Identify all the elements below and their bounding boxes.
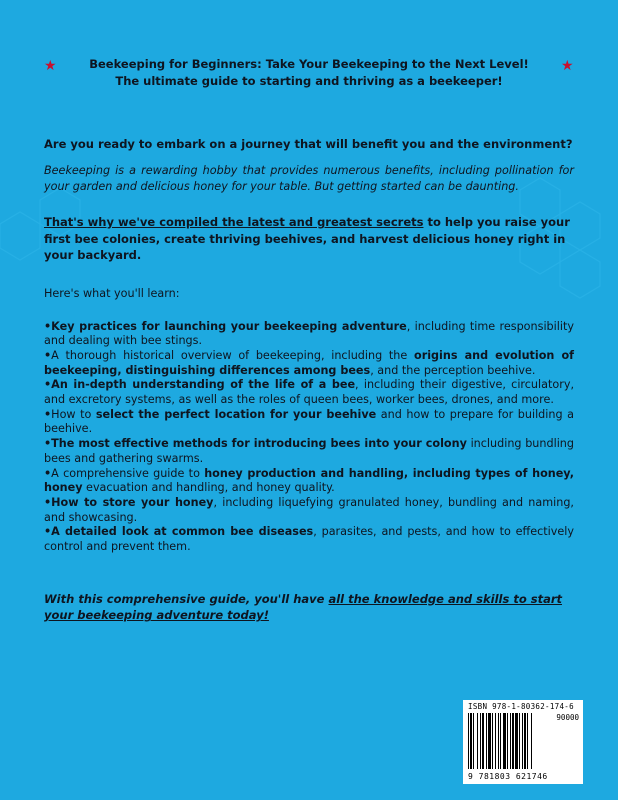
title-line-1: Beekeeping for Beginners: Take Your Beekeeping to the Next Level! (89, 57, 529, 71)
bullet-icon: • (44, 319, 52, 333)
list-item (44, 378, 574, 407)
list-item-text: , and the perception beehive. (370, 363, 536, 377)
learn-heading: Here's what you'll learn: (44, 286, 180, 300)
intro-paragraph: Beekeeping is a rewarding hobby that provides numerous benefits, including pollination for your garden and delicious honey for your table. But getting started can be daunting. (44, 164, 574, 193)
bullet-icon: • (44, 378, 52, 392)
list-item-bold: An in-depth understanding of the life of a bee (51, 378, 356, 392)
list-item-text: evacuation and handling, and honey quality. (82, 481, 335, 495)
barcode-number: 9 781803 621746 (468, 772, 548, 781)
list-item-bold: A detailed look at common bee diseases (51, 525, 314, 539)
list-item (44, 408, 574, 437)
list-item-bold: select the perfect location for your beehive (95, 407, 377, 421)
list-item-text: A thorough historical overview of beekeeping, including the (51, 348, 415, 362)
closing-paragraph (44, 591, 574, 624)
learn-list (44, 320, 574, 555)
list-item (44, 496, 574, 525)
list-item-text: including bundling bees and gathering swarms. (44, 437, 574, 465)
list-item-bold: origins and evolution of beekeeping, distinguishing differences among bees (44, 348, 574, 377)
list-item (44, 349, 574, 378)
list-item-bold: The most effective methods for introducing bees into your colony (51, 437, 467, 451)
list-item-text: and how to prepare for building a beehive. (44, 407, 574, 436)
star-icon: ★ (561, 58, 574, 74)
list-item-text: How to (51, 407, 96, 421)
price-code: 90000 (556, 713, 579, 722)
list-item-bold: Key practices for launching your beekeeping adventure (51, 319, 407, 333)
secrets-rest: to help you raise your first bee colonies, create thriving beehives, and harvest delicious honey right in your backyard. (44, 215, 570, 262)
list-item-text: A comprehensive guide to (51, 466, 205, 480)
secrets-paragraph (44, 214, 574, 264)
bullet-icon: • (44, 466, 52, 480)
closing-plain: With this comprehensive guide, you'll have (44, 591, 329, 606)
isbn-barcode (463, 700, 583, 784)
bullet-icon: • (44, 407, 52, 421)
bullet-icon: • (44, 348, 52, 362)
list-item (44, 437, 574, 466)
book-title (44, 56, 574, 90)
list-item-text: , including liquefying granulated honey, bundling and naming, and showcasing. (44, 495, 574, 524)
bullet-icon: • (44, 525, 52, 539)
list-item-bold: How to store your honey (51, 495, 214, 509)
list-item (44, 525, 574, 554)
list-item-bold: honey production and handling, including types of honey, honey (44, 466, 574, 495)
title-line-2: The ultimate guide to starting and thriving as a beekeeper! (115, 74, 503, 88)
opening-question: Are you ready to embark on a journey that will benefit you and the environment? (44, 137, 573, 151)
bullet-icon: • (44, 495, 52, 509)
secrets-underlined: That's why we've compiled the latest and greatest secrets (44, 215, 424, 229)
bullet-icon: • (44, 437, 52, 451)
barcode-bars (468, 713, 552, 769)
list-item-text: , parasites, and pests, and how to effectively control and prevent them. (44, 525, 574, 554)
list-item (44, 467, 574, 496)
isbn-number: ISBN 978-1-80362-174-6 (468, 702, 574, 711)
back-cover-content (44, 56, 574, 624)
star-icon: ★ (44, 58, 57, 74)
closing-underlined: all the knowledge and skills to start your beekeeping adventure today! (44, 591, 562, 623)
list-item-text: , including their digestive, circulatory, and excretory systems, as well as the roles of queen bees, worker bees, drones, and more. (44, 378, 574, 407)
list-item (44, 320, 574, 349)
list-item-text: , including time responsibility and dealing with bee stings. (44, 319, 574, 348)
